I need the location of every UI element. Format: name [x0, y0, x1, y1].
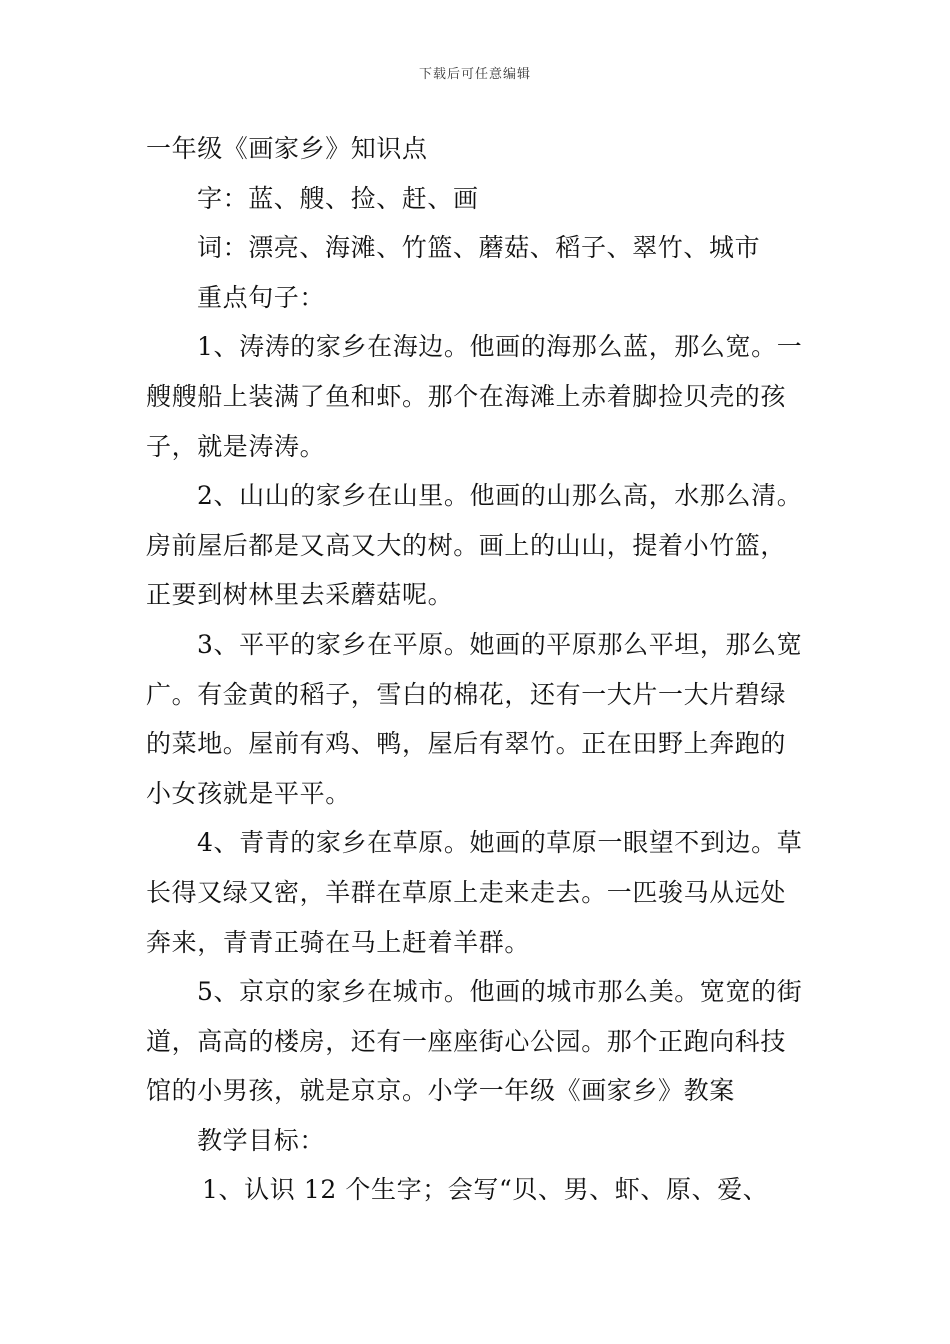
paragraph-line: 正要到树林里去采蘑菇呢。	[146, 580, 454, 610]
key-sentences-heading: 重点句子：	[197, 282, 326, 312]
paragraph-line: 房前屋后都是又高又大的树。画上的山山，提着小竹篮，	[146, 530, 787, 560]
paragraph-line: 子，就是涛涛。	[146, 431, 326, 461]
document-title: 一年级《画家乡》知识点	[146, 134, 428, 163]
teaching-goals-heading: 教学目标：	[197, 1125, 326, 1155]
paragraph-2	[146, 471, 810, 620]
paragraph-line: 的菜地。屋前有鸡、鸭，屋后有翠竹。正在田野上奔跑的	[146, 729, 787, 759]
characters-line: 字：蓝、艘、捡、赶、画	[197, 183, 479, 213]
paragraph-4	[146, 818, 810, 967]
paragraph-line: 道，高高的楼房，还有一座座街心公园。那个正跑向科技	[146, 1026, 787, 1056]
teaching-goal-1: 1、认识 12 个生字；会写“贝、男、虾、原、爱、	[202, 1175, 769, 1205]
paragraph-line: 5、京京的家乡在城市。他画的城市那么美。宽宽的街	[197, 977, 803, 1007]
page-header: 下载后可任意编辑	[418, 67, 531, 82]
paragraph-line: 4、青青的家乡在草原。她画的草原一眼望不到边。草	[197, 828, 803, 858]
document-body	[146, 124, 810, 1215]
words-line: 词：漂亮、海滩、竹篮、蘑菇、稻子、翠竹、城市	[197, 233, 761, 263]
paragraph-line: 艘艘船上装满了鱼和虾。那个在海滩上赤着脚捡贝壳的孩	[146, 381, 787, 411]
paragraph-line: 2、山山的家乡在山里。他画的山那么高，水那么清。	[197, 481, 803, 511]
paragraph-line: 3、平平的家乡在平原。她画的平原那么平坦，那么宽	[197, 629, 803, 659]
paragraph-line: 馆的小男孩，就是京京。小学一年级《画家乡》教案	[146, 1076, 735, 1106]
paragraph-3	[146, 620, 810, 818]
paragraph-line: 小女孩就是平平。	[146, 778, 351, 808]
paragraph-line: 1、涛涛的家乡在海边。他画的海那么蓝，那么宽。一	[197, 332, 803, 362]
paragraph-line: 广。有金黄的稻子，雪白的棉花，还有一大片一大片碧绿	[146, 679, 787, 709]
paragraph-line: 奔来，青青正骑在马上赶着羊群。	[146, 927, 531, 957]
paragraph-1	[146, 322, 810, 471]
paragraph-5	[146, 967, 810, 1116]
paragraph-line: 长得又绿又密，羊群在草原上走来走去。一匹骏马从远处	[146, 877, 787, 907]
